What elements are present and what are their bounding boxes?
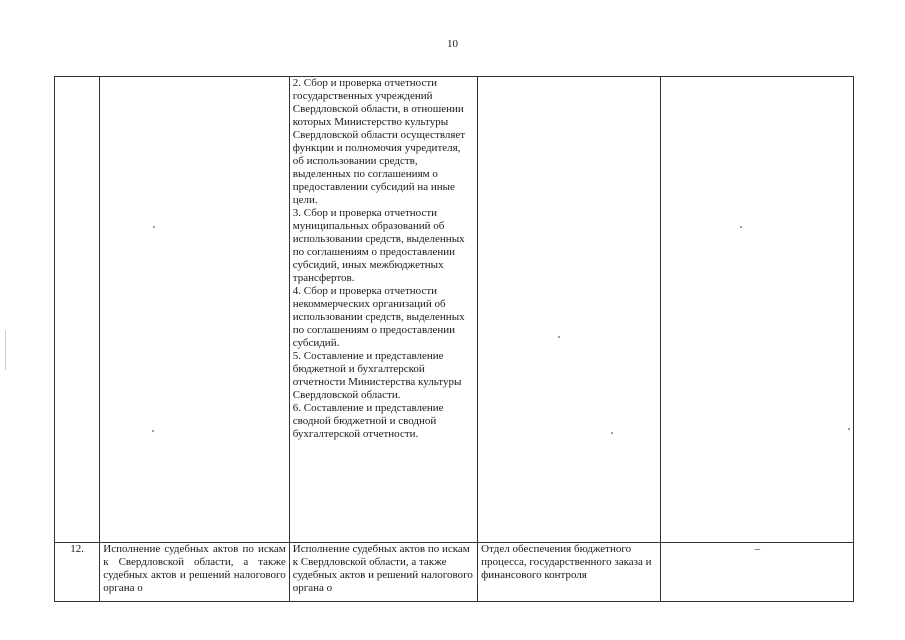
cell-actions-list [289, 77, 477, 543]
row-department-text: Отдел обеспечения бюджетного процесса, государственного заказа и финансового контроля [478, 543, 661, 602]
row-number: 12. [55, 543, 100, 602]
list-item: 2. Сбор и проверка отчетности государственных учреждений Свердловской области, в отношении которых Министерство культуры Свердловской области осуществляет функции и полномочия учредителя, об использовании средств, выделенных по соглашениям о предоставлении субсидий на иные цели. [292, 77, 466, 206]
scan-speck [558, 336, 560, 338]
row-note-text: – [661, 543, 854, 602]
page-number: 10 [447, 38, 458, 50]
functions-table [54, 76, 854, 602]
list-item: 6. Составление и представление сводной бюджетной и сводной бухгалтерской отчетности. [292, 402, 444, 440]
list-item: 5. Составление и представление бюджетной и бухгалтерской отчетности Министерства культуры Свердловской области. [292, 350, 462, 401]
cell-department-empty [478, 77, 661, 543]
scan-artifact [5, 330, 6, 370]
table-row-12 [55, 543, 854, 602]
list-item: 3. Сбор и проверка отчетности муниципальных образований об использовании средств, выделенных по соглашениям о предоставлении субсидий, иных межбюджетных трансфертов. [292, 207, 465, 284]
scan-speck [153, 226, 155, 228]
actions-list [293, 77, 474, 441]
table-row-continued [55, 77, 854, 543]
scan-speck [848, 428, 850, 430]
scan-speck [611, 432, 613, 434]
row-function-text: Исполнение судебных актов по искам к Свердловской области, а также судебных актов и решений налогового органа о [100, 543, 289, 602]
cell-number-empty [55, 77, 100, 543]
cell-note-empty [661, 77, 854, 543]
list-item: 4. Сбор и проверка отчетности некоммерческих организаций об использовании средств, выделенных по соглашениям о предоставлении субсидий. [292, 285, 465, 349]
scan-speck [740, 226, 742, 228]
scan-speck [152, 430, 154, 432]
row-actions-text: Исполнение судебных актов по искам к Свердловской области, а также судебных актов и решений налогового органа о [289, 543, 477, 602]
cell-function-empty [100, 77, 289, 543]
